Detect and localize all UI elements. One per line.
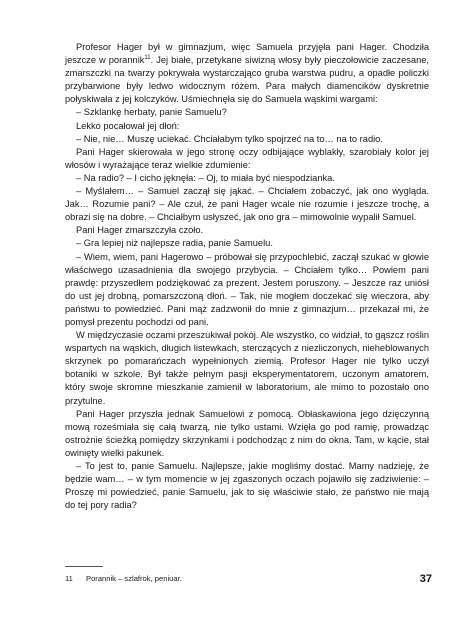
paragraph: Pani Hager zmarszczyła czoło. [76,225,204,236]
footnote-divider [65,566,103,567]
paragraph: Pani Hager skierowała w jego stronę oczy odbijające wyblakły, szarobiały kolor jej włosów i wyrażające teraz wielkie zdumienie: [65,146,429,170]
paragraph: – To jest to, panie Samuelu. Najlepsze, jakie mogliśmy dostać. Mamy nadzieję, że będzie wam… – w tym momencie w jej zgaszonych oczach pojawiło się zadziwienie: – Proszę mi powiedzieć, panie Samuelu, jak to się właściwie stało, że państwo nie mają do tej pory radia? [65,461,429,511]
paragraph [65,41,429,106]
paragraph: – Gra lepiej niż najlepsze radia, panie Samuelu. [76,238,273,249]
paragraph: – Nie, nie… Muszę uciekać. Chciałabym tylko spojrzeć na to… na to radio. [76,133,383,144]
page-number: 37 [419,573,432,585]
footnote-number: 11 [65,574,73,583]
body-text [65,41,429,512]
paragraph-text: Profesor Hager był w gimnazjum, więc Samuela przyjęła pani Hager. Chodziła jeszcze w porannik [65,42,429,66]
footnote-reference: 11 [144,55,151,61]
paragraph: W międzyczasie oczami przeszukiwał pokój. Ale wszystko, co widział, to gąszcz roślin wspartych na wąskich, długich listewkach, sterczących z niezliczonych, nieheblowanych skrzynek po pomarańczach wypełnionych ziemią. Profesor Hager nie tylko uczył botaniki w szkole. Był także pełnym pasji eksperymentatorem, uczonym amatorem, który swoje skromne mieszkanie zamienił w laboratorium, ale mimo to pozostało ono przytulne. [65,330,429,406]
paragraph-text: . Jej białe, przetykane siwizną włosy były pieczołowicie zaczesane, zmarszczki na twarzy pokrywała wystarczająco gruba warstwa pudru, a opadłe policzki przybarwione były ledwo widocznym różem. Para małych diamencików dyskretnie połyskiwała z jej kolczyków. Uśmiechnęła się do Samuela wąskimi wargami: [65,55,429,105]
paragraph: – Myślałem… – Samuel zaczął się jąkać. – Chciałem zobaczyć, jak ono wygląda. Jak… Rozumie pani? – Ale czuł, że pani Hager wcale nie rozumie i jeszcze trochę, a obrazi się na dobre. – Chciałbym usłyszeć, jak ono gra – mimowolnie wypalił Samuel. [65,186,429,223]
paragraph: – Wiem, wiem, pani Hagerowo – próbował się przypochlebić, zaczął szukać w głowie właściwego uzasadnienia dla swojego przybycia. – Chciałem tylko… Powiem pani prawdę: przyszedłem podziękować za prezent. Jestem poruszony. – Jeszcze raz uniósł do ust jej drobną, pomarszczoną dłoń. – Tak, nie mogłem doczekać się wieczora, aby państwu to powiedzieć. Pani mąż zadzwonił do mnie z gimnazjum… przekazał mi, że pomysł prezentu pochodzi od pani. [65,251,429,327]
paragraph: – Szklankę herbaty, panie Samuelu? [76,107,227,118]
paragraph: – Na radio? – I cicho jęknęła: – Oj, to miała być niespodzianka. [76,172,335,183]
paragraph: Lekko pocałował jej dłoń: [76,120,180,131]
paragraph: Pani Hager przyszła jednak Samuelowi z pomocą. Obłaskawiona jego dzięczynną mową roześmiała się całą twarzą, nie tylko ustami. Wzięła go pod ramię, prowadząc ostrożnie ścieżką pomiędzy skrzynkami i podchodząc z nim do okna. Tam, w kącie, stał owinięty wielki pakunek. [65,408,429,458]
footnote-text: Porannik – szlafrok, peniuar. [86,574,182,583]
footnote [65,574,182,584]
